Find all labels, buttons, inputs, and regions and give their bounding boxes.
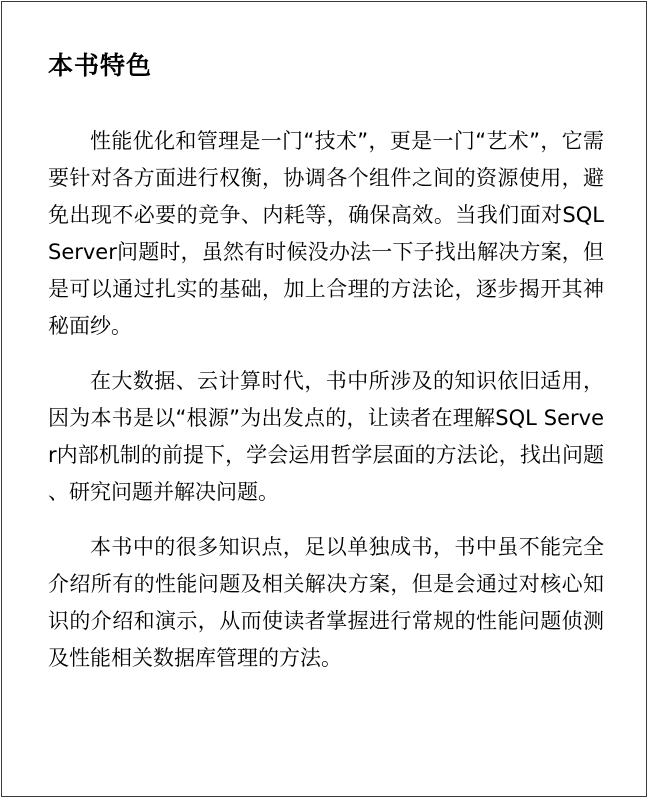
document-page [1,1,647,797]
paragraph-3: 本书中的很多知识点，足以单独成书，书中虽不能完全介绍所有的性能问题及相关解决方案，但是会通过对核心知识的介绍和演示，从而使读者掌握进行常规的性能问题侦测及性能相关数据库管理的方法。 [48,535,604,670]
body-text [48,123,604,695]
section-title: 本书特色 [48,51,153,80]
paragraph-1: 性能优化和管理是一门“技术”，更是一门“艺术”，它需要针对各方面进行权衡，协调各个组件之间的资源使用，避免出现不必要的竞争、内耗等，确保高效。当我们面对SQL Server问题时，虽然有时候没办法一下子找出解决方案，但是可以通过扎实的基础，加上合理的方法论，逐步揭开其神秘面纱。 [48,129,604,338]
paragraph-2: 在大数据、云计算时代，书中所涉及的知识依旧适用，因为本书是以“根源”为出发点的，让读者在理解SQL Server内部机制的前提下，学会运用哲学层面的方法论，找出问题、研究问题并解决问题。 [48,369,604,504]
